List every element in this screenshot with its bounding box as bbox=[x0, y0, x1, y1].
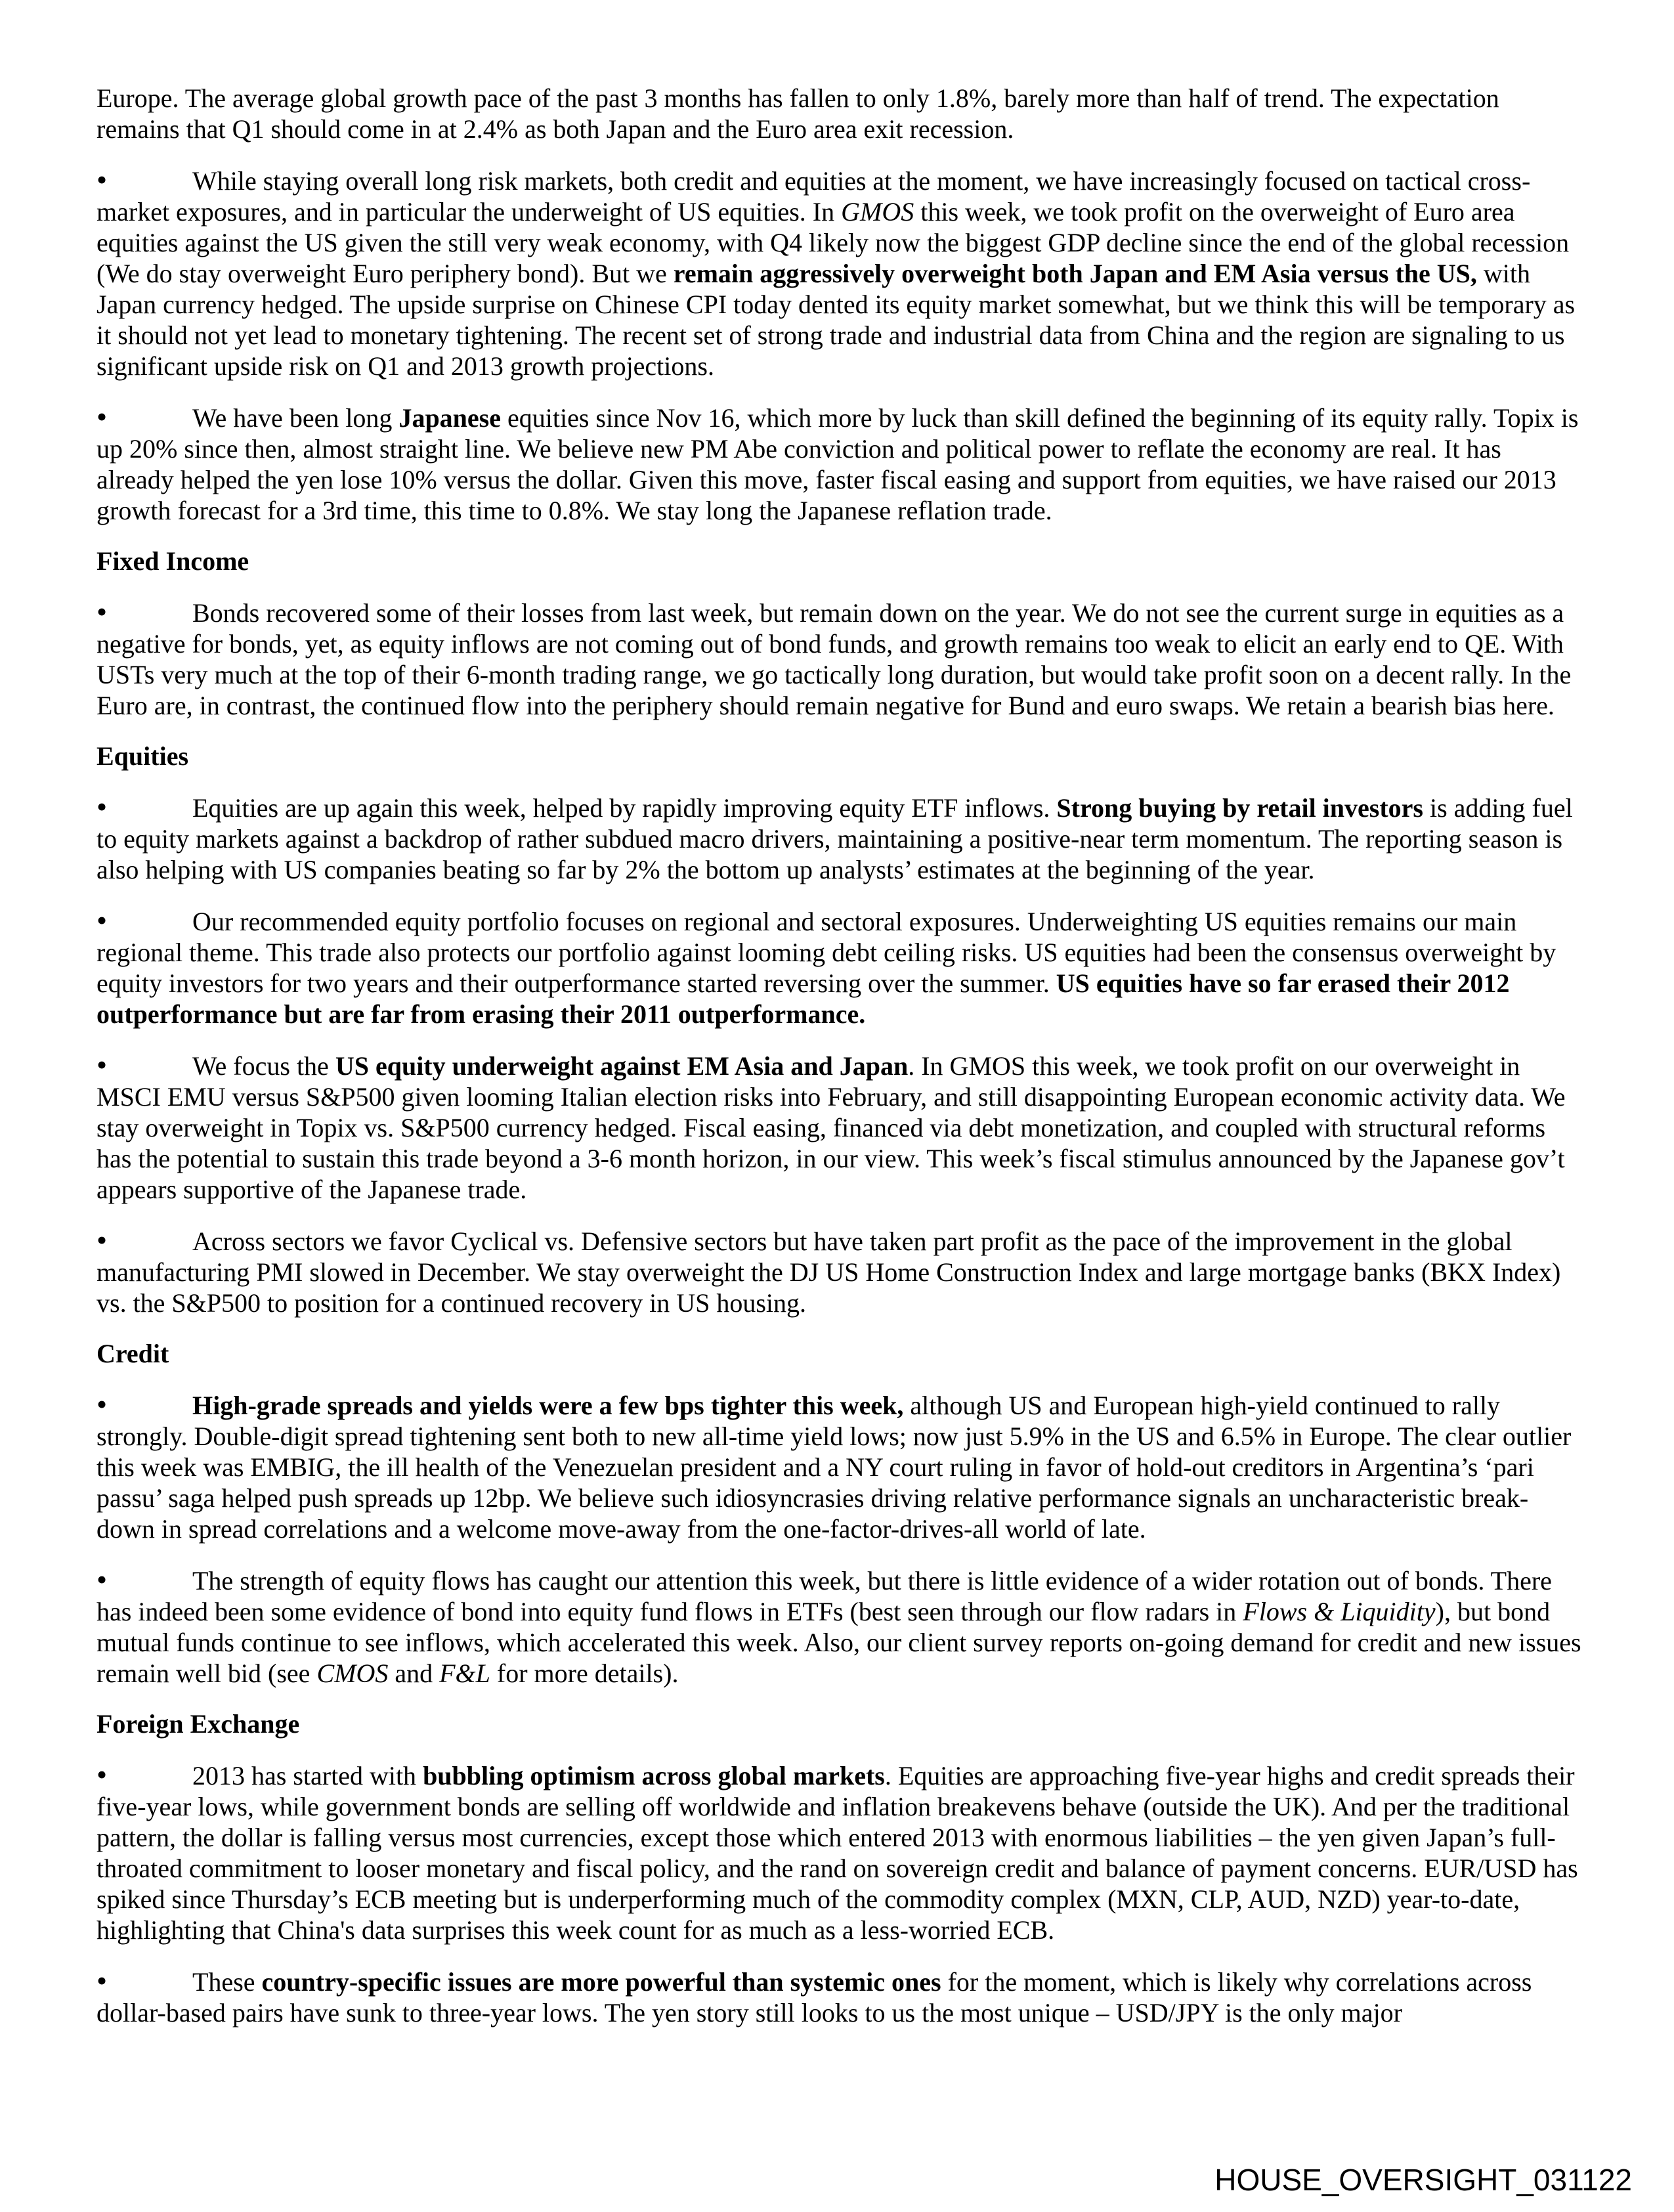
tab-spacer bbox=[116, 1784, 192, 1785]
tab-spacer bbox=[116, 1074, 192, 1075]
bullet-item bbox=[97, 401, 1581, 526]
text-run: this week, we took profit on the overweight of Euro area equities against the US given the still very weak economy, with Q4 likely now the biggest GDP decline since the end of the global recession (We do stay overweight Euro periphery bond). But we bbox=[97, 197, 1570, 288]
bullet-item bbox=[97, 596, 1581, 721]
text-run: Bonds recovered some of their losses from last week, but remain down on the year. We do not see the current surge in equities as a negative for bonds, yet, as equity inflows are not coming out of bond funds, and growth remains too weak to elicit an early end to QE. With USTs very much at the top of their 6-month trading range, we go tactically long duration, but would take profit soon on a decent rally. In the Euro are, in contrast, the continued flow into the periphery should remain negative for Bund and euro swaps. We retain a bearish bias here. bbox=[97, 598, 1572, 720]
text-run: We focus the bbox=[192, 1051, 335, 1081]
text-run: US equities have so far erased their 2012 outperformance but are far from erasing their 2011 outperformance. bbox=[97, 968, 1510, 1029]
tab-spacer bbox=[116, 1589, 192, 1590]
paragraph bbox=[97, 83, 1581, 144]
bullet-icon: • bbox=[97, 1387, 108, 1421]
text-run: for more details). bbox=[490, 1659, 679, 1688]
text-run: Our recommended equity portfolio focuses on regional and sectoral exposures. Underweighting US equities remains our main regional theme. This trade also protects our portfolio against looming debt ceiling risks. US equities had been the consensus overweight by equity investors for two years and their outperformance started reversing over the summer. bbox=[97, 907, 1556, 998]
text-run: although US and European high-yield continued to rally strongly. Double-digit spread tightening sent both to new all-time yield lows; now just 5.9% in the US and 6.5% in Europe. The clear outlier this week was EMBIG, the ill health of the Venezuelan president and a NY court ruling in favor of hold-out creditors in Argentina’s ‘pari passu’ saga helped push spreads up 12bp. We believe such idiosyncrasies driving relative performance signals an uncharacteristic break-down in spread correlations and a welcome move-away from the one-factor-drives-all world of late. bbox=[97, 1391, 1572, 1544]
section-heading bbox=[97, 741, 1581, 771]
bullet-item bbox=[97, 905, 1581, 1030]
text-run: Across sectors we favor Cyclical vs. Defensive sectors but have taken part profit as the pace of the improvement in the global manufacturing PMI slowed in December. We stay overweight the DJ US Home Construction Index and large mortgage banks (BKX Index) vs. the S&P500 to position for a continued recovery in US housing. bbox=[97, 1226, 1561, 1318]
text-run: is adding fuel to equity markets against a backdrop of rather subdued macro drivers, maintaining a positive-near term momentum. The reporting season is also helping with US companies beating so far by 2% the bottom up analysts’ estimates at the beginning of the year. bbox=[97, 793, 1573, 884]
bullet-icon: • bbox=[97, 903, 108, 937]
bullet-item bbox=[97, 791, 1581, 885]
tab-spacer bbox=[116, 816, 192, 817]
bullet-icon: • bbox=[97, 1048, 108, 1081]
text-run: Equities bbox=[97, 741, 189, 771]
bullet-item bbox=[97, 1225, 1581, 1318]
bullet-icon: • bbox=[97, 163, 108, 196]
text-run: F&L bbox=[439, 1659, 490, 1688]
bullet-item bbox=[97, 1564, 1581, 1689]
section-heading bbox=[97, 1338, 1581, 1369]
text-run: ), but bond mutual funds continue to see inflows, which accelerated this week. Also, our client survey reports on-going demand for credit and new issues remain well bid (see bbox=[97, 1597, 1581, 1688]
text-run: Equities are up again this week, helped by rapidly improving equity ETF inflows. bbox=[192, 793, 1057, 823]
text-run: High-grade spreads and yields were a few bps tighter this week, bbox=[192, 1391, 904, 1420]
tab-spacer bbox=[116, 621, 192, 622]
text-run: . Equities are approaching five-year highs and credit spreads their five-year lows, while government bonds are selling off worldwide and inflation breakevens behave (outside the UK). And per the traditional pattern, the dollar is falling versus most currencies, except those which entered 2013 with enormous liabilities – the yen given Japan’s full-throated commitment to looser monetary and fiscal policy, and the rand on sovereign credit and balance of payment concerns. EUR/USD has spiked since Thursday’s ECB meeting but is underperforming much of the commodity complex (MXN, CLP, AUD, NZD) year-to-date, highlighting that China's data surprises this week count for as much as a less-worried ECB. bbox=[97, 1761, 1578, 1945]
bullet-icon: • bbox=[97, 595, 108, 628]
text-run: bubbling optimism across global markets bbox=[423, 1761, 885, 1790]
bullet-item bbox=[97, 164, 1581, 381]
bullet-icon: • bbox=[97, 1563, 108, 1596]
text-run: Strong buying by retail investors bbox=[1056, 793, 1423, 823]
text-run: Flows & Liquidity bbox=[1243, 1597, 1436, 1626]
text-run: with Japan currency hedged. The upside surprise on Chinese CPI today dented its equity market somewhat, but we think this will be temporary as it should not yet lead to monetary tightening. The recent set of strong trade and industrial data from China and the region are signaling to us significant upside risk on Q1 and 2013 growth projections. bbox=[97, 259, 1576, 381]
bullet-icon: • bbox=[97, 1758, 108, 1791]
tab-spacer bbox=[116, 189, 192, 190]
bates-stamp: HOUSE_OVERSIGHT_031122 bbox=[1214, 2163, 1632, 2197]
bullet-item bbox=[97, 1389, 1581, 1544]
text-run: and bbox=[388, 1659, 440, 1688]
section-heading bbox=[97, 546, 1581, 576]
text-run: for the moment, which is likely why correlations across dollar-based pairs have sunk to three-year lows. The yen story still looks to us the most unique – USD/JPY is the only major bbox=[97, 1967, 1532, 2028]
text-run: We have been long bbox=[192, 403, 399, 433]
tab-spacer bbox=[116, 426, 192, 427]
text-run: equities since Nov 16, which more by luck than skill defined the beginning of its equity rally. Topix is up 20% since then, almost straight line. We believe new PM Abe conviction and political power to reflate the economy are real. It has already helped the yen lose 10% versus the dollar. Given this move, faster fiscal easing and support from equities, we have raised our 2013 growth forecast for a 3rd time, this time to 0.8%. We stay long the Japanese reflation trade. bbox=[97, 403, 1579, 525]
bullet-icon: • bbox=[97, 1964, 108, 1997]
tab-spacer bbox=[116, 1990, 192, 1991]
bullet-icon: • bbox=[97, 790, 108, 823]
bullet-item bbox=[97, 1049, 1581, 1205]
bullet-item bbox=[97, 1965, 1581, 2028]
tab-spacer bbox=[116, 1249, 192, 1250]
text-run: Europe. The average global growth pace of the past 3 months has fallen to only 1.8%, barely more than half of trend. The expectation remains that Q1 should come in at 2.4% as both Japan and the Euro area exit recession. bbox=[97, 83, 1499, 144]
text-run: remain aggressively overweight both Japan and EM Asia versus the US, bbox=[673, 259, 1477, 288]
text-run: Japanese bbox=[398, 403, 502, 433]
text-run: country-specific issues are more powerful than systemic ones bbox=[261, 1967, 941, 1997]
text-run: These bbox=[192, 1967, 262, 1997]
text-run: US equity underweight against EM Asia and Japan bbox=[335, 1051, 909, 1081]
text-run: CMOS bbox=[316, 1659, 389, 1688]
text-run: While staying overall long risk markets, both credit and equities at the moment, we have increasingly focused on tactical cross-market exposures, and in particular the underweight of US equities. In bbox=[97, 166, 1531, 227]
bullet-item bbox=[97, 1759, 1581, 1945]
text-run: . In GMOS this week, we took profit on our overweight in MSCI EMU versus S&P500 given looming Italian election risks into February, and still disappointing European economic activity data. We stay overweight in Topix vs. S&P500 currency hedged. Fiscal easing, financed via debt monetization, and coupled with structural reforms has the potential to sustain this trade beyond a 3-6 month horizon, in our view. This week’s fiscal stimulus announced by the Japanese gov’t appears supportive of the Japanese trade. bbox=[97, 1051, 1566, 1204]
section-heading bbox=[97, 1708, 1581, 1739]
text-run: Credit bbox=[97, 1339, 169, 1368]
text-run: Fixed Income bbox=[97, 546, 249, 576]
text-run: GMOS bbox=[841, 197, 914, 227]
document-body bbox=[97, 83, 1581, 2048]
text-run: 2013 has started with bbox=[192, 1761, 423, 1790]
bullet-icon: • bbox=[97, 1223, 108, 1257]
bullet-icon: • bbox=[97, 400, 108, 433]
text-run: Foreign Exchange bbox=[97, 1709, 300, 1739]
text-run: The strength of equity flows has caught our attention this week, but there is little evidence of a wider rotation out of bonds. There has indeed been some evidence of bond into equity fund flows in ETFs (best seen through our flow radars in bbox=[97, 1566, 1552, 1626]
